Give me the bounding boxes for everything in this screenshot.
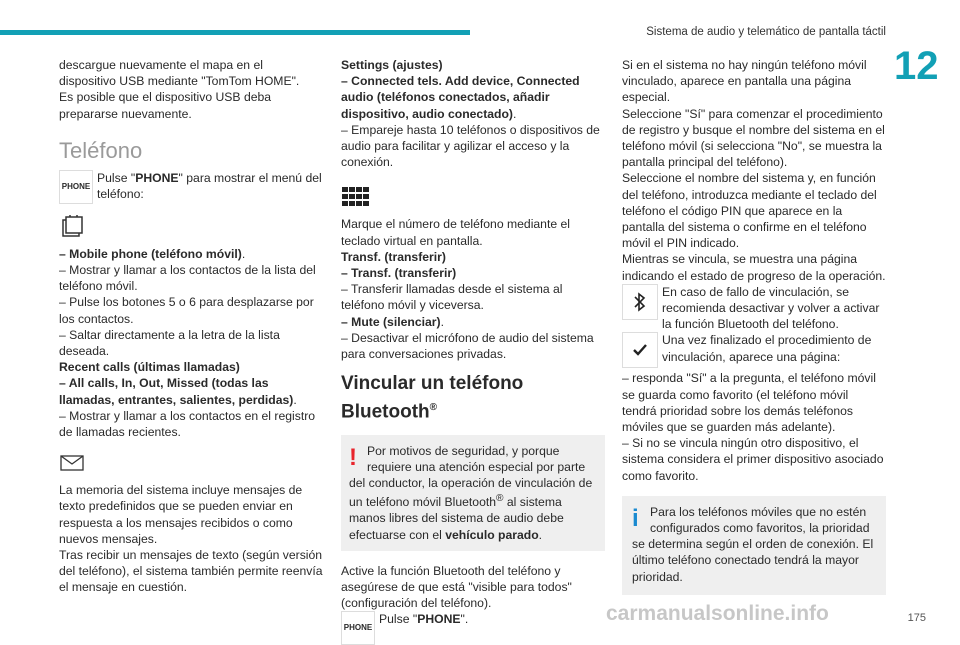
warning-box xyxy=(341,435,605,551)
phone-button-icon: PHONE xyxy=(341,611,375,645)
list-item: – Mute (silenciar). xyxy=(341,314,444,329)
heading-telefono: Teléfono xyxy=(59,137,143,163)
warning-text: Por motivos de seguridad, y porque requiere una atención especial por parte del conductor, la operación de vinculación de un teléfono móvil Bluetooth® al sistema manos libres del sistema de audio debe efectuarse con el vehículo parado. xyxy=(349,443,593,542)
paragraph: Mientras se vincula, se muestra una página indicando el estado de progreso de la operación. xyxy=(622,252,886,283)
info-icon: i xyxy=(632,504,639,532)
paragraph: Seleccione "Sí" para comenzar el procedimiento de registro y busque el nombre del sistema en el teléfono móvil (si selecciona "No", se muestra la pantalla principal del teléfono). xyxy=(622,106,885,170)
warning-icon: ! xyxy=(349,443,357,471)
list-item: – Mostrar y llamar a los contactos de la lista del teléfono móvil. xyxy=(59,263,316,294)
paragraph: Si en el sistema no hay ningún teléfono móvil vinculado, aparece en pantalla una página especial. xyxy=(622,58,867,105)
list-item: – Empareje hasta 10 teléfonos o dispositivos de audio para facilitar y agilizar el acceso y la conexión. xyxy=(341,122,600,170)
phone-button-icon: PHONE xyxy=(59,170,93,204)
page-number: 175 xyxy=(907,612,926,624)
keypad-icon xyxy=(341,180,605,214)
list-item: – Pulse los botones 5 o 6 para desplazarse por los contactos. xyxy=(59,295,314,326)
list-item: – Si no se vincula ningún otro dispositivo, el sistema considera el primer dispositivo asociado como favorito. xyxy=(622,436,884,483)
list-item: – Mostrar y llamar a los contactos en el registro de llamadas recientes. xyxy=(59,408,316,440)
info-box xyxy=(622,496,886,595)
header-bar xyxy=(0,30,470,35)
paragraph: Seleccione el nombre del sistema y, en función del teléfono, introduzca mediante el teclado del teléfono el código PIN que aparece en la pantalla del sistema o confirme en el teléfono móvil el PIN indicado. xyxy=(622,171,877,251)
list-item: – Mobile phone (teléfono móvil). xyxy=(59,246,246,261)
section-title: Sistema de audio y telemático de pantalla táctil xyxy=(646,26,886,38)
bluetooth-icon xyxy=(622,284,658,320)
chapter-number: 12 xyxy=(894,44,939,88)
paragraph: Es posible que el dispositivo USB deba prepararse nuevamente. xyxy=(59,90,272,121)
list-item: – Transf. (transferir) xyxy=(341,266,457,281)
checkmark-icon xyxy=(622,332,658,368)
paragraph: descargue nuevamente el mapa en el dispositivo USB mediante "TomTom HOME". xyxy=(59,58,300,89)
column-1 xyxy=(59,57,323,596)
contacts-icon xyxy=(59,210,323,244)
note-text: Una vez finalizado el procedimiento de vinculación, aparece una página: xyxy=(662,333,872,364)
note-text: En caso de fallo de vinculación, se recomienda desactivar y volver a activar la función Bluetooth del teléfono. xyxy=(662,284,880,332)
phone-instruction xyxy=(59,170,323,204)
paragraph: La memoria del sistema incluye mensajes de texto predefinidos que se pueden enviar en respuesta a los mensajes recibidos o como nuevos mensajes. xyxy=(59,483,303,546)
envelope-icon xyxy=(59,446,323,480)
instruction-text: Pulse "PHONE". xyxy=(379,612,469,627)
column-2 xyxy=(341,57,605,645)
success-note xyxy=(622,332,886,370)
paragraph: Active la función Bluetooth del teléfono y asegúrese de que está "visible para todos" (configuración del teléfono). xyxy=(341,563,572,611)
list-item: – responda "Sí" a la pregunta, el teléfono móvil se guarda como favorito (el teléfono móvil tendrá prioridad sobre los demás teléfonos móviles que se guarden más adelante). xyxy=(622,371,876,435)
column-3 xyxy=(622,57,886,595)
instruction-text: Pulse "PHONE" para mostrar el menú del teléfono: xyxy=(97,170,322,202)
subheading-settings: Settings (ajustes) xyxy=(341,58,443,72)
watermark: carmanualsonline.info xyxy=(606,602,829,625)
heading-bluetooth: Vincular un teléfono Bluetooth® xyxy=(341,373,524,423)
list-item: – Saltar directamente a la letra de la lista deseada. xyxy=(59,327,280,359)
list-item: – All calls, In, Out, Missed (todas las llamadas, entrantes, salientes, perdidas). xyxy=(59,376,297,407)
paragraph: Marque el número de teléfono mediante el teclado virtual en pantalla. xyxy=(341,217,570,248)
paragraph: Tras recibir un mensajes de texto (según versión del teléfono), el sistema también permite reenvía el mensaje en cuestión. xyxy=(59,548,323,595)
subheading-recent-calls: Recent calls (últimas llamadas) xyxy=(59,360,240,375)
list-item: – Desactivar el micrófono de audio del sistema para conversaciones privadas. xyxy=(341,330,594,362)
info-text: Para los teléfonos móviles que no estén configurados como favoritos, la prioridad se determina según el orden de conexión. El último teléfono conectado tendrá la mayor prioridad. xyxy=(632,504,874,584)
list-item: – Transferir llamadas desde el sistema al teléfono móvil y viceversa. xyxy=(341,282,563,313)
list-item: – Connected tels. Add device, Connected audio (teléfonos conectados, añadir dispositivo, audio conectado). xyxy=(341,74,580,121)
bluetooth-note xyxy=(622,284,886,333)
subheading-transfer: Transf. (transferir) xyxy=(341,249,446,264)
